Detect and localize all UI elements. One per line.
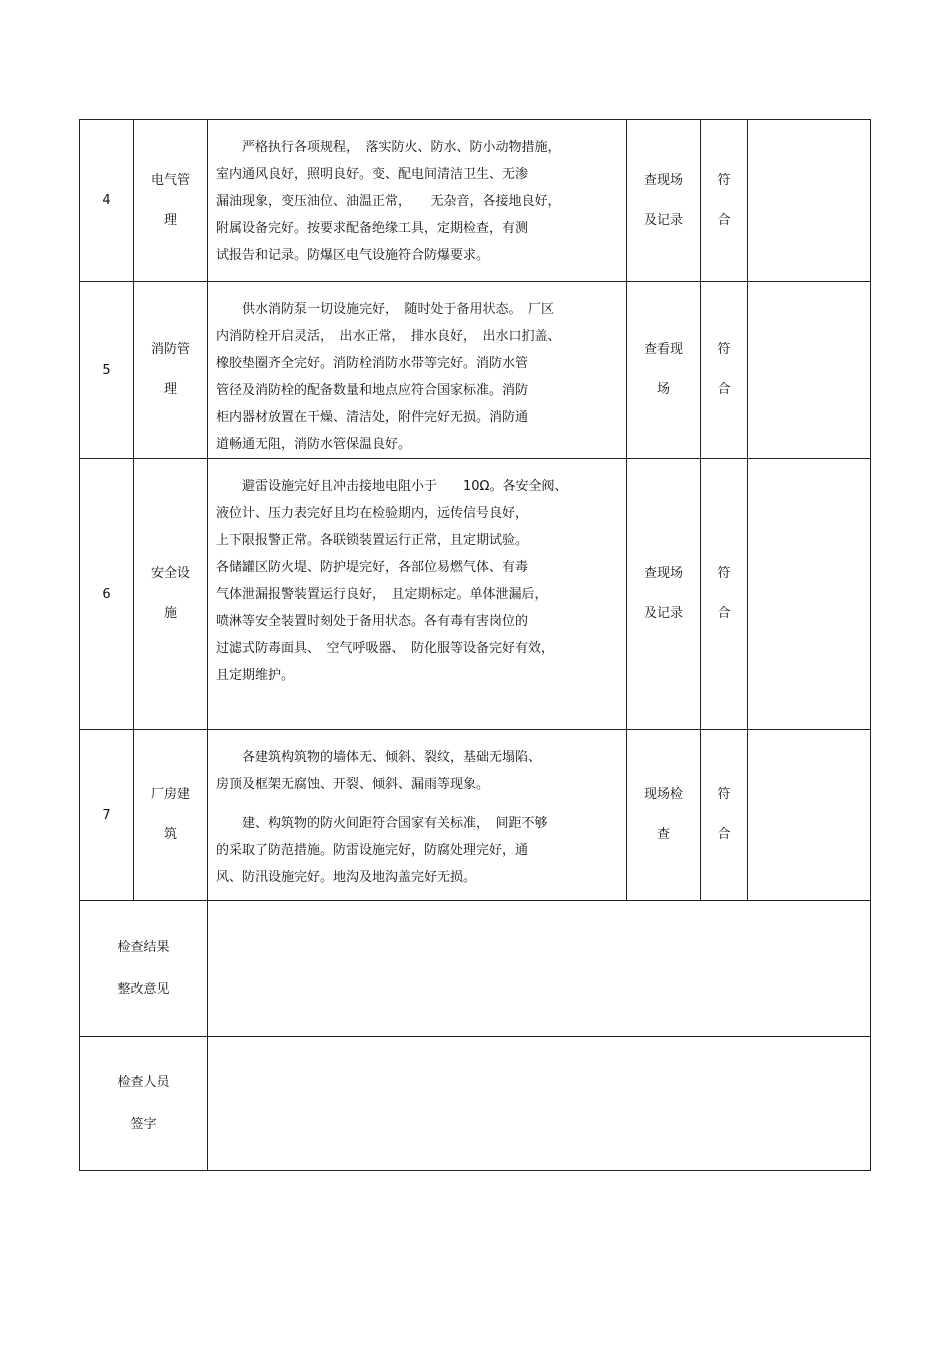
- result-line: 合: [717, 827, 731, 842]
- item-label-line: 电气管: [150, 172, 190, 188]
- content-line: 且定期维护。: [216, 668, 295, 683]
- method-line: 查: [656, 827, 670, 842]
- content-line: 橡胶垫圈齐全完好。消防栓消防水带等完好。消防水管: [216, 356, 529, 371]
- content-line: 管径及消防栓的配备数量和地点应符合国家标准。消防: [216, 383, 529, 398]
- content-line: 各建筑构筑物的墙体无、倾斜、裂纹，基础无塌陷、: [216, 750, 542, 765]
- content-line: 液位计、压力表完好且均在检验期内，远传信号良好，: [216, 506, 529, 521]
- inspection-result: [701, 282, 748, 459]
- result-line: 合: [717, 606, 731, 621]
- inspection-result: [701, 120, 748, 282]
- result-line: 符: [717, 787, 731, 802]
- content-line: 室内通风良好，照明良好。变、配电间清洁卫生、无渗: [216, 167, 529, 182]
- inspection-content: [208, 282, 627, 459]
- label-line: 检查结果: [117, 939, 170, 955]
- row-number: 7: [80, 730, 134, 901]
- method-line: 现场检: [643, 787, 683, 802]
- content-line: 供水消防泵一切设施完好， 随时处于备用状态。 厂区: [216, 302, 555, 317]
- table-row-inspection-result: [80, 901, 871, 1037]
- inspection-item: [134, 282, 208, 459]
- content-line: 的采取了防范措施。防雷设施完好，防腐处理完好，通: [216, 843, 529, 858]
- remark-cell[interactable]: [748, 282, 871, 459]
- remark-cell[interactable]: [748, 459, 871, 730]
- method-line: 及记录: [643, 606, 683, 621]
- result-line: 符: [717, 342, 731, 357]
- content-line: 附属设备完好。按要求配备绝缘工具，定期检查，有测: [216, 221, 529, 236]
- item-label-line: 厂房建: [150, 787, 190, 802]
- method-line: 场: [656, 382, 670, 397]
- item-label-line: 消防管: [150, 342, 190, 357]
- label-line: 签字: [130, 1116, 157, 1132]
- content-line: 试报告和记录。防爆区电气设施符合防爆要求。: [216, 248, 490, 263]
- row-number: 4: [80, 120, 134, 282]
- content-line: 建、构筑物的防火间距符合国家有关标准， 间距不够: [216, 816, 548, 831]
- label-line: 整改意见: [117, 981, 170, 997]
- content-line: 风、防汛设施完好。地沟及地沟盖完好无损。: [216, 870, 477, 885]
- method-line: 查现场: [643, 172, 683, 188]
- result-line: 合: [717, 212, 731, 228]
- remark-cell[interactable]: [748, 730, 871, 901]
- content-line: 房顶及框架无腐蚀、开裂、倾斜、漏雨等现象。: [216, 777, 490, 792]
- inspection-result-label: [80, 901, 208, 1037]
- method-line: 及记录: [643, 212, 683, 228]
- inspection-item: [134, 459, 208, 730]
- row-number: 5: [80, 282, 134, 459]
- content-line: 柜内器材放置在干燥、清洁处，附件完好无损。消防通: [216, 410, 529, 425]
- label-line: 检查人员: [117, 1074, 170, 1090]
- inspection-method: [627, 282, 701, 459]
- inspection-content: [208, 120, 627, 282]
- inspection-method: [627, 459, 701, 730]
- result-line: 符: [717, 172, 731, 188]
- method-line: 查看现: [643, 342, 683, 357]
- table-row-inspector-signature: [80, 1037, 871, 1171]
- inspection-result-field[interactable]: [208, 901, 871, 1037]
- inspection-table: [79, 119, 871, 1171]
- inspector-signature-field[interactable]: [208, 1037, 871, 1171]
- result-line: 合: [717, 382, 731, 397]
- item-label-line: 筑: [163, 827, 177, 842]
- item-label-line: 安全设: [150, 566, 190, 581]
- inspection-content: [208, 459, 627, 730]
- content-line: 喷淋等安全装置时刻处于备用状态。各有毒有害岗位的: [216, 614, 529, 629]
- inspection-content: [208, 730, 627, 901]
- content-line: 避雷设施完好且冲击接地电阻小于 10Ω。各安全阀、: [216, 479, 568, 494]
- method-line: 查现场: [643, 566, 683, 581]
- remark-cell[interactable]: [748, 120, 871, 282]
- table-row: [80, 730, 871, 901]
- row-number: 6: [80, 459, 134, 730]
- content-line: 漏油现象，变压油位、油温正常， 无杂音，各接地良好，: [216, 194, 561, 209]
- inspection-item: [134, 730, 208, 901]
- table-row: [80, 282, 871, 459]
- table-row: [80, 459, 871, 730]
- table-row: [80, 120, 871, 282]
- inspector-signature-label: [80, 1037, 208, 1171]
- content-line: 气体泄漏报警装置运行良好， 且定期标定。单体泄漏后，: [216, 587, 548, 602]
- result-line: 符: [717, 566, 731, 581]
- item-label-line: 理: [163, 212, 177, 228]
- inspection-result: [701, 730, 748, 901]
- inspection-method: [627, 120, 701, 282]
- content-line: 严格执行各项规程， 落实防火、防水、防小动物措施，: [216, 140, 561, 155]
- inspection-method: [627, 730, 701, 901]
- content-line: 各储罐区防火堤、防护堤完好，各部位易燃气体、有毒: [216, 560, 529, 575]
- content-line: 上下限报警正常。各联锁装置运行正常，且定期试验。: [216, 533, 529, 548]
- item-label-line: 理: [163, 382, 177, 397]
- content-line: 过滤式防毒面具、 空气呼吸器、 防化服等设备完好有效，: [216, 641, 555, 656]
- inspection-result: [701, 459, 748, 730]
- inspection-item: [134, 120, 208, 282]
- item-label-line: 施: [163, 606, 177, 621]
- content-line: 道畅通无阻，消防水管保温良好。: [216, 437, 412, 452]
- content-line: 内消防栓开启灵活， 出水正常， 排水良好， 出水口扪盖、: [216, 329, 561, 344]
